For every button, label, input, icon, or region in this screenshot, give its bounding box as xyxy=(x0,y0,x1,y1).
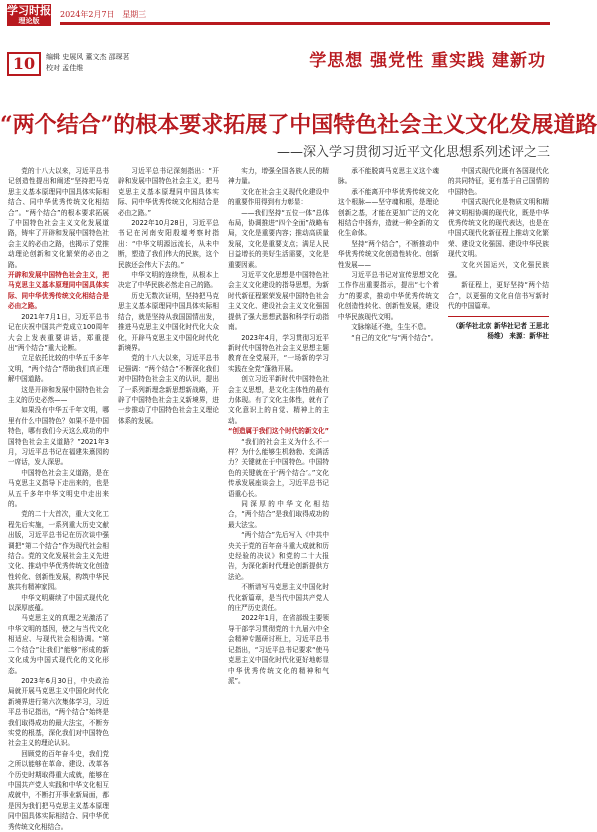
paragraph: 2022年1月，在省部级主要领导干部学习贯彻党的十九届六中全会精神专题研讨班上，习近平总书记指出，“习近平总书记要求“使马克思主义中国化时代化更好地彰显中华优秀传统文化的精神和气派”。 xyxy=(228,614,329,685)
article-title: “两个结合”的根本要求拓展了中国特色社会主义文化发展道路 xyxy=(0,112,597,138)
paragraph: 如果没有中华五千年文明，哪里有什么中国特色？如果不是中国特色，哪有我们今天这么成功的中国特色社会主义道路？”2021年3月，习近平总书记在福建朱熹园的一席话，发人深思。 xyxy=(8,406,109,467)
paragraph: 中国特色社会主义道路，是在马克思主义指导下走出来的，也是从五千多年中华文明史中走出来的。 xyxy=(8,468,109,508)
paragraph: ——我们坚持“五位一体”总体布局，协调推进“四个全面”战略布局，文化是重要内容；推动高质量发展，文化是重要支点；满足人民日益增长的美好生活需要，文化是重要因素。 xyxy=(228,208,329,269)
paragraph: 创立习近平新时代中国特色社会主义思想，是文化主体性的最有力体现。有了文化主体性，就有了文化意识上的自觉、精神上的主动。 xyxy=(228,375,329,425)
paragraph: 2021年7月1日，习近平总书记在庆祝中国共产党成立100周年大会上发表重要讲话，郑重提出“两个结合”重大论断。 xyxy=(8,312,109,352)
article-body xyxy=(8,166,554,831)
paragraph: “自己的文化”与“两个结合”。 xyxy=(351,333,438,342)
paragraph: 党的十八大以来，习近平总书记创造性提出和阐述“坚持把马克思主义基本原理同中国具体实际相结合、同中华优秀传统文化相结合”。“两个结合”的根本要求拓展了中国特色社会主义文化发展道路，铸牢了开辟和发展中国特色社会主义的必由之路，也揭示了党推动理论创新和文化繁荣的必由之路。 xyxy=(8,167,109,269)
paragraph: 习近平总书记对宣传思想文化工作作出重要指示，提出“七个着力”的要求，推动中华优秀传统文化创造性转化、创新性发展，建设中华民族现代文明。 xyxy=(338,271,439,321)
paragraph: 不断谱写马克思主义中国化时代化新篇章，是当代中国共产党人的庄严历史责任。 xyxy=(228,583,329,613)
paragraph: 2023年6月30日，中央政治局就开展马克思主义中国化时代化新境界进行第六次集体学习，习近平总书记指出，“两个结合”始终是我们取得成功的最大法宝，不断夯实党的根基，深化我们对中国特色社会主义的理论认识。 xyxy=(8,676,109,748)
column-1 xyxy=(8,166,109,831)
paragraph: 承不能离开中华优秀传统文化这个根脉——坚守魂和根，是理论创新之基，才能在更加广泛的文化相结合中扬弃，造就一种全新的文化生命体。 xyxy=(338,187,439,238)
page-slogan: 学思想 强党性 重实践 建新功 xyxy=(309,51,546,71)
paragraph: 党的十八大以来，习近平总书记强调：“两个结合”不断深化我们对中国特色社会主义的认识，提出了一系列新理念新思想新战略，开辟了中国特色社会主义新境界，进一步推动了中国特色社会主义理论体系的发展。 xyxy=(118,354,219,425)
paragraph: 这是开辟和发展中国特色社会主义的历史必然—— xyxy=(8,385,109,404)
paragraph: “两个结合”先后写入《中共中央关于党的百年奋斗重大成就和历史经验的决议》和党的二十大报告，为深化新时代理论创新提供方法论。 xyxy=(228,531,329,581)
paragraph: 历史无数次证明，坚持把马克思主义基本原理同中国具体实际相结合，就是坚持从我国国情出发，推进马克思主义中国化时代化大众化，开辟马克思主义中国化时代化新境界。 xyxy=(118,291,219,352)
logo-text: 学习时报 xyxy=(7,4,51,17)
paragraph: 同深厚的中华文化相结合，“两个结合”是我们取得成功的最大法宝。 xyxy=(228,500,329,529)
paragraph: 实力，增强全国各族人民的精神力量。 xyxy=(228,167,329,186)
paragraph: 习近平文化思想是中国特色社会主义文化建设的指导思想，为新时代新征程繁荣发展中国特色社会主义文化、建设社会主义文化强国提供了强大思想武器和科学行动指南。 xyxy=(228,271,329,332)
page-number: 10 xyxy=(7,52,41,76)
masthead xyxy=(0,0,560,75)
proofreader-line: 校对 孟佳维 xyxy=(46,64,84,72)
column-3 xyxy=(228,166,329,806)
paragraph: 立足依托比较的中华五千多年文明，“两个结合”帮助我们真正理解中国道路。 xyxy=(8,354,109,384)
paragraph: 文化兴国运兴，文化强民族强。 xyxy=(448,260,549,280)
paragraph: 中华文明赓续了中国式现代化以深厚底蕴。 xyxy=(8,593,109,613)
paragraph: 习近平总书记深刻指出：“开辟和发展中国特色社会主义，把马克思主义基本原理同中国具体实际、同中华优秀传统文化相结合是必由之路。” xyxy=(118,167,219,217)
issue-weekday: 星期三 xyxy=(122,10,147,19)
paragraph: 中国式现代化是物质文明和精神文明相协调的现代化，既是中华优秀传统文化的现代表达，也是在中国式现代化新征程上推动文化繁荣、建设文化强国、建设中华民族现代文明。 xyxy=(448,198,549,259)
article-subtitle: ——深入学习贯彻习近平文化思想系列述评之三 xyxy=(276,145,550,160)
paragraph: 中国式现代化既有各国现代化的共同特征，更有基于自己国情的中国特色。 xyxy=(448,167,549,196)
paragraph: 坚持“两个结合”，不断推动中华优秀传统文化创造性转化、创新性发展—— xyxy=(338,239,439,269)
column-2 xyxy=(118,166,219,806)
newspaper-logo xyxy=(7,4,51,26)
byline-divider xyxy=(448,316,549,317)
paragraph: 回顾党的百年奋斗史，我们党之所以能够在革命、建设、改革各个历史时期取得重大成就，能够在中国共产党人实践和中华文化相互成就中，不断打开事业新局面，都是因为我们把马克思主义基本原理同中国具体实际相结合、同中华优秀传统文化相结合。 xyxy=(8,749,109,831)
paragraph: 中华文明的连续性，从根本上决定了中华民族必然走自己的路。 xyxy=(118,271,219,290)
editors-line: 编辑 史展风 董文杰 邵琛茗 xyxy=(46,53,130,61)
paragraph: 2022年10月28日，习近平总书记在河南安阳殷墟考察时指出：“中华文明源远流长，从未中断，塑造了我们伟大的民族，这个民族还会伟大下去的。” xyxy=(118,219,219,269)
column-5 xyxy=(448,166,549,806)
paragraph: 马克思主义的真理之光激活了中华文明的基因，使之与当代文化相适应、与现代社会相协调。“第二个结合”让我们“能够”形成的新文化成为中国式现代化的文化形态。 xyxy=(8,614,109,675)
column-4 xyxy=(338,166,439,806)
paragraph: 文脉绵延不绝，生生不息。 xyxy=(351,323,431,332)
paragraph: “我们的社会主义为什么不一样？为什么能够生机勃勃、充满活力？关键就在于中国特色。中国特色的关键就在于‘两个结合’。”文化传承发展座谈会上，习近平总书记语重心长。 xyxy=(228,437,329,498)
pull-quote: 开辟和发展中国特色社会主义，把马克思主义基本原理同中国具体实际、同中华优秀传统文化相结合是必由之路。 xyxy=(8,271,109,311)
paragraph: 承不能脱离马克思主义这个魂脉。 xyxy=(338,167,439,186)
paragraph: 党的二十大首次，重大文化工程先后实施，一系列重大历史文献出版，习近平总书记在历次谈中强调把“第二个结合”作为现代社会相结合。党的文化发展社会主义先进文化、推动中华优秀传统文化创造性转化、创新性发展，构筑中华民族共有精神家园。 xyxy=(8,510,109,592)
logo-subtext: 理论版 xyxy=(18,16,40,25)
section-heading: “创造属于我们这个时代的新文化” xyxy=(228,427,329,436)
article-byline: （新华社北京 新华社记者 王思北 杨维） 来源：新华社 xyxy=(452,321,549,341)
paragraph: 新征程上，更好坚持“两个结合”，以更强的文化自信书写新时代的中国篇章。 xyxy=(448,281,549,311)
dateline xyxy=(60,9,146,20)
header-rule xyxy=(60,22,550,25)
issue-date: 2024年2月7日 xyxy=(60,10,115,19)
paragraph: 2023年4月，学习贯彻习近平新时代中国特色社会主义思想主题教育在全党展开，“一场新的学习实践在全党”蓬勃开展。 xyxy=(228,333,329,373)
paragraph: 文化在社会主义现代化建设中的重要作用得到有力彰显： xyxy=(228,187,329,207)
